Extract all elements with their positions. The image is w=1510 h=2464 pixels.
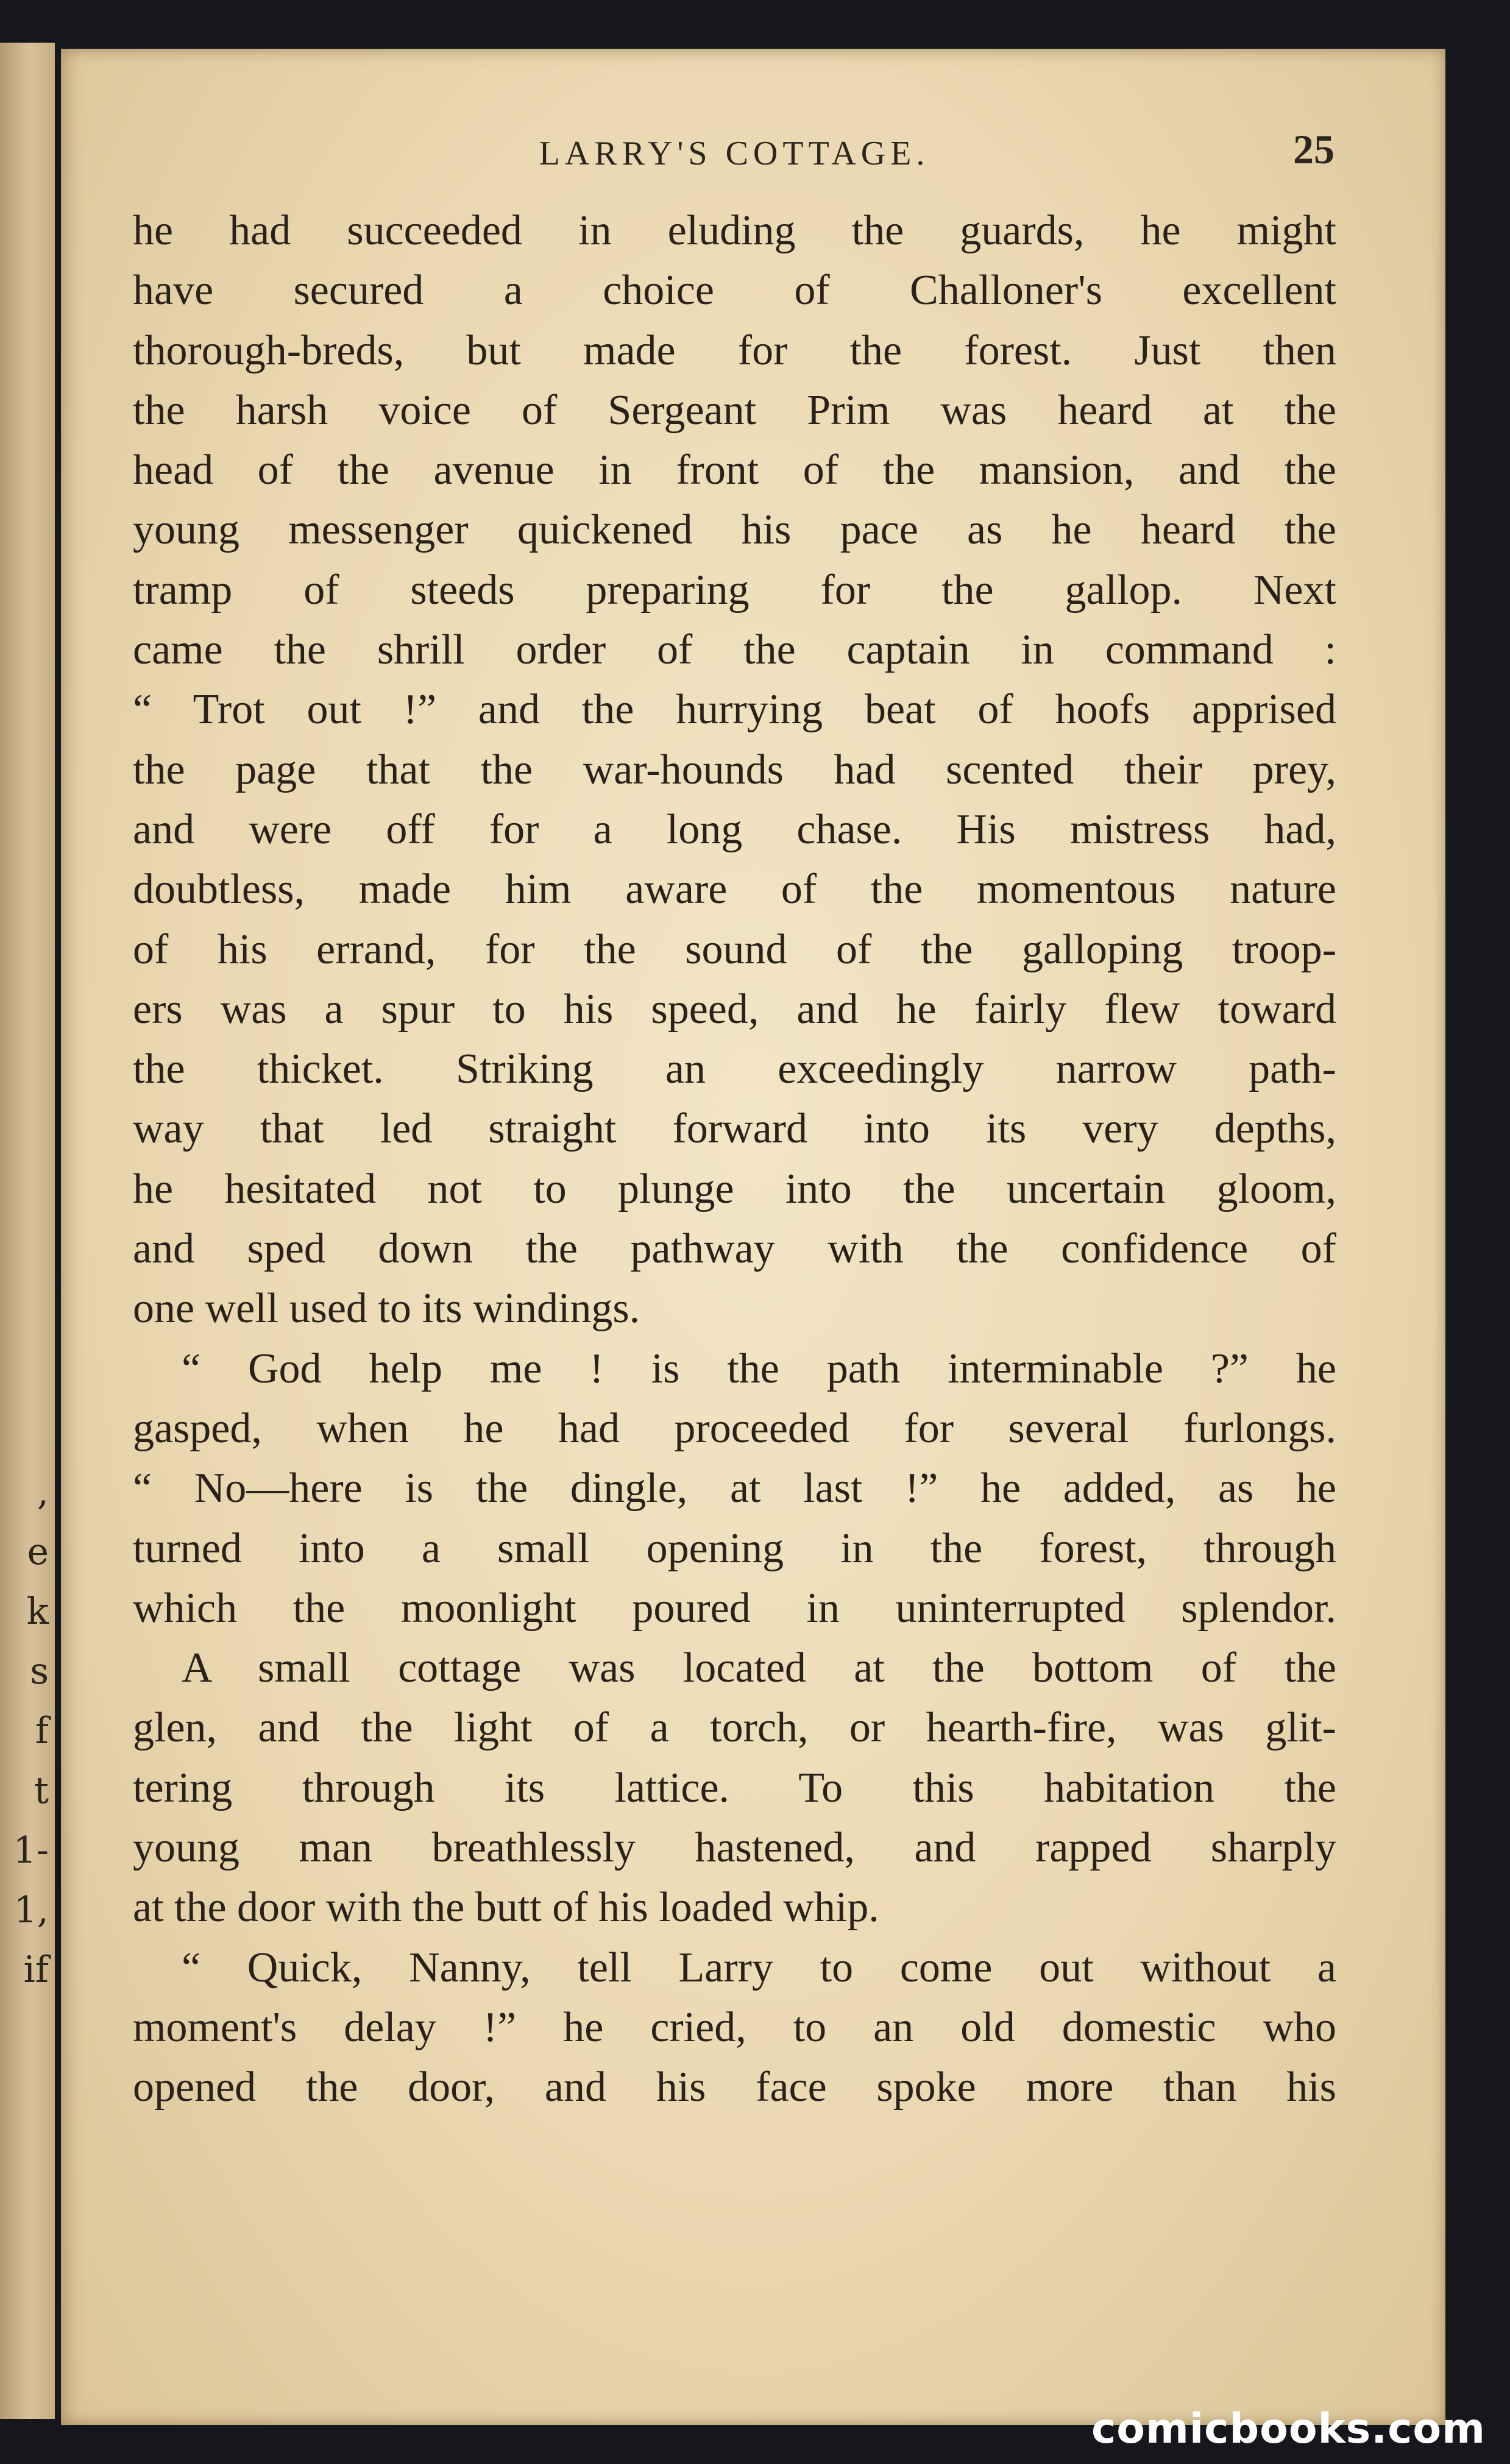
text-line: head of the avenue in front of the mansion, and the (133, 447, 1336, 494)
text-line: tramp of steeds preparing for the gallop. Next (133, 566, 1336, 614)
left-fragment: f (35, 1710, 49, 1752)
text-line: young messenger quickened his pace as he heard the (133, 506, 1336, 554)
text-line: the thicket. Striking an exceedingly narrow path- (133, 1046, 1336, 1093)
text-line: he hesitated not to plunge into the uncertain gloom, (133, 1165, 1336, 1213)
source-watermark: comicbooks.com (1091, 2405, 1486, 2453)
text-line: tering through its lattice. To this habitation the (133, 1764, 1336, 1811)
left-fragment: t (34, 1769, 49, 1812)
book-page (61, 49, 1445, 2425)
left-fragment: e (27, 1531, 49, 1573)
text-line: which the moonlight poured in uninterrupted splendor. (133, 1584, 1336, 1632)
text-line: one well used to its windings. (133, 1285, 640, 1333)
text-line: the harsh voice of Sergeant Prim was heard at the (133, 386, 1336, 434)
text-line: of his errand, for the sound of the galloping troop- (133, 926, 1336, 973)
text-line: thorough-breds, but made for the forest. Just then (133, 327, 1336, 374)
page-header (134, 116, 1335, 183)
text-line: turned into a small opening in the forest, through (133, 1524, 1336, 1572)
left-fragment: k (26, 1590, 49, 1633)
left-fragment: 1- (13, 1829, 49, 1872)
text-line: gasped, when he had proceeded for several furlongs. (133, 1404, 1336, 1452)
text-line: came the shrill order of the captain in command : (133, 626, 1336, 674)
left-page-edge (0, 43, 55, 2419)
text-line: the page that the war-hounds had scented their prey, (133, 746, 1336, 793)
text-line: moment's delay !” he cried, to an old domestic who (133, 2003, 1336, 2051)
body-text (133, 201, 1336, 2118)
text-line: “ Trot out !” and the hurrying beat of hoofs apprised (133, 686, 1336, 734)
text-line: and sped down the pathway with the confidence of (133, 1225, 1336, 1273)
text-line: ers was a spur to his speed, and he fairly flew toward (133, 985, 1336, 1033)
text-line: doubtless, made him aware of the momentous nature (133, 866, 1336, 913)
text-line: he had succeeded in eluding the guards, he might (133, 207, 1336, 254)
page-number: 25 (1293, 126, 1335, 172)
left-fragment: , (37, 1471, 49, 1513)
left-page-fragments (0, 1462, 49, 2000)
left-fragment: 1, (13, 1889, 49, 1931)
text-line: “ No—here is the dingle, at last !” he added, as he (133, 1465, 1336, 1512)
text-line: way that led straight forward into its very depths, (133, 1105, 1336, 1153)
text-line: at the door with the butt of his loaded whip. (133, 1884, 879, 1931)
text-line: A small cottage was located at the bottom of the (182, 1644, 1336, 1692)
text-line: young man breathlessly hastened, and rapped sharply (133, 1824, 1336, 1872)
text-line: have secured a choice of Challoner's excellent (133, 267, 1336, 314)
text-line: “ God help me ! is the path interminable ?” he (182, 1345, 1336, 1392)
running-head: LARRY'S COTTAGE. (539, 135, 930, 172)
text-line: “ Quick, Nanny, tell Larry to come out without a (182, 1944, 1336, 1991)
text-line: opened the door, and his face spoke more than his (133, 2064, 1336, 2111)
left-fragment: s (30, 1650, 49, 1693)
text-line: glen, and the light of a torch, or hearth-fire, was glit- (133, 1704, 1336, 1752)
text-line: and were off for a long chase. His mistress had, (133, 805, 1336, 853)
left-fragment: if (23, 1949, 49, 1991)
